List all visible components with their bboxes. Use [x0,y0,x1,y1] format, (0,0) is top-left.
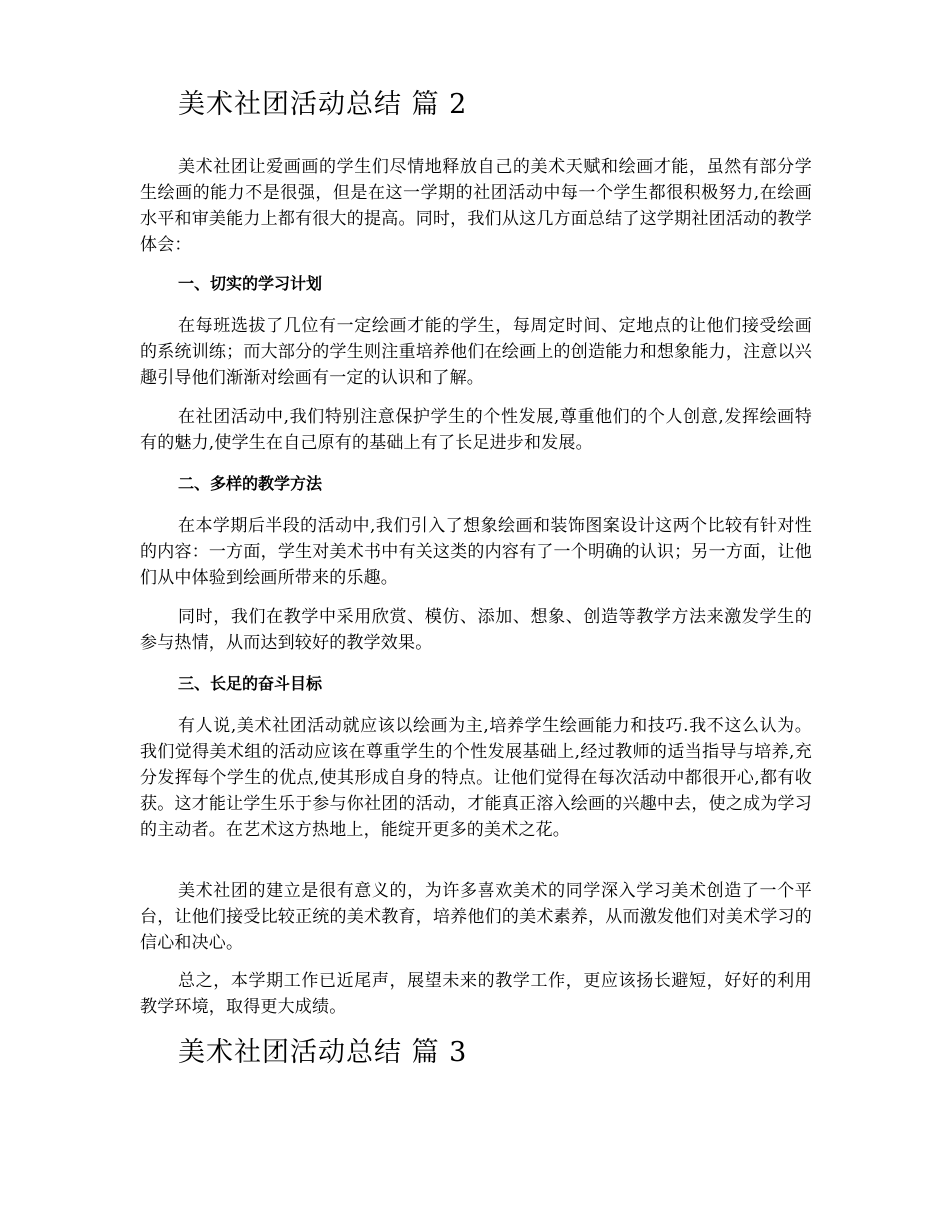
section-heading-2: 二、多样的教学方法 [178,474,323,493]
article-title-3: 美术社团活动总结 篇 3 [178,1037,468,1068]
section-3-paragraph-3: 总之，本学期工作已近尾声，展望未来的教学工作，更应该扬长避短，好好的利用教学环境，取得更大成绩。 [140,971,812,1017]
section-heading-1: 一、切实的学习计划 [178,274,323,293]
article-title-2: 美术社团活动总结 篇 2 [178,89,468,120]
section-3-paragraph-2: 美术社团的建立是很有意义的，为许多喜欢美术的同学深入学习美术创造了一个平台，让他们接受比较正统的美术教育，培养他们的美术素养，从而激发他们对美术学习的信心和决心。 [140,881,812,953]
section-heading-3: 三、长足的奋斗目标 [178,674,323,693]
section-2-paragraph-2: 同时，我们在教学中采用欣赏、模仿、添加、想象、创造等教学方法来激发学生的参与热情，从而达到较好的教学效果。 [140,607,812,653]
intro-paragraph: 美术社团让爱画画的学生们尽情地释放自己的美术天赋和绘画才能，虽然有部分学生绘画的能力不是很强，但是在这一学期的社团活动中每一个学生都很积极努力,在绘画水平和审美能力上都有很大的提高。同时，我们从这几方面总结了这学期社团活动的教学体会： [140,157,812,255]
section-2-paragraph-1: 在本学期后半段的活动中,我们引入了想象绘画和装饰图案设计这两个比较有针对性的内容：一方面，学生对美术书中有关这类的内容有了一个明确的认识；另一方面，让他们从中体验到绘画所带来的乐趣。 [140,516,812,588]
section-1-paragraph-1: 在每班选拔了几位有一定绘画才能的学生，每周定时间、定地点的让他们接受绘画的系统训练；而大部分的学生则注重培养他们在绘画上的创造能力和想象能力，注意以兴趣引导他们渐渐对绘画有一定的认识和了解。 [140,316,812,388]
section-1-paragraph-2: 在社团活动中,我们特别注意保护学生的个性发展,尊重他们的个人创意,发挥绘画特有的魅力,使学生在自己原有的基础上有了长足进步和发展。 [140,407,812,453]
section-3-paragraph-1: 有人说,美术社团活动就应该以绘画为主,培养学生绘画能力和技巧.我不这么认为。我们觉得美术组的活动应该在尊重学生的个性发展基础上,经过教师的适当指导与培养,充分发挥每个学生的优点,使其形成自身的特点。让他们觉得在每次活动中都很开心,都有收获。这才能让学生乐于参与你社团的活动，才能真正溶入绘画的兴趣中去，使之成为学习的主动者。在艺术这方热地上，能绽开更多的美术之花。 [140,716,812,840]
